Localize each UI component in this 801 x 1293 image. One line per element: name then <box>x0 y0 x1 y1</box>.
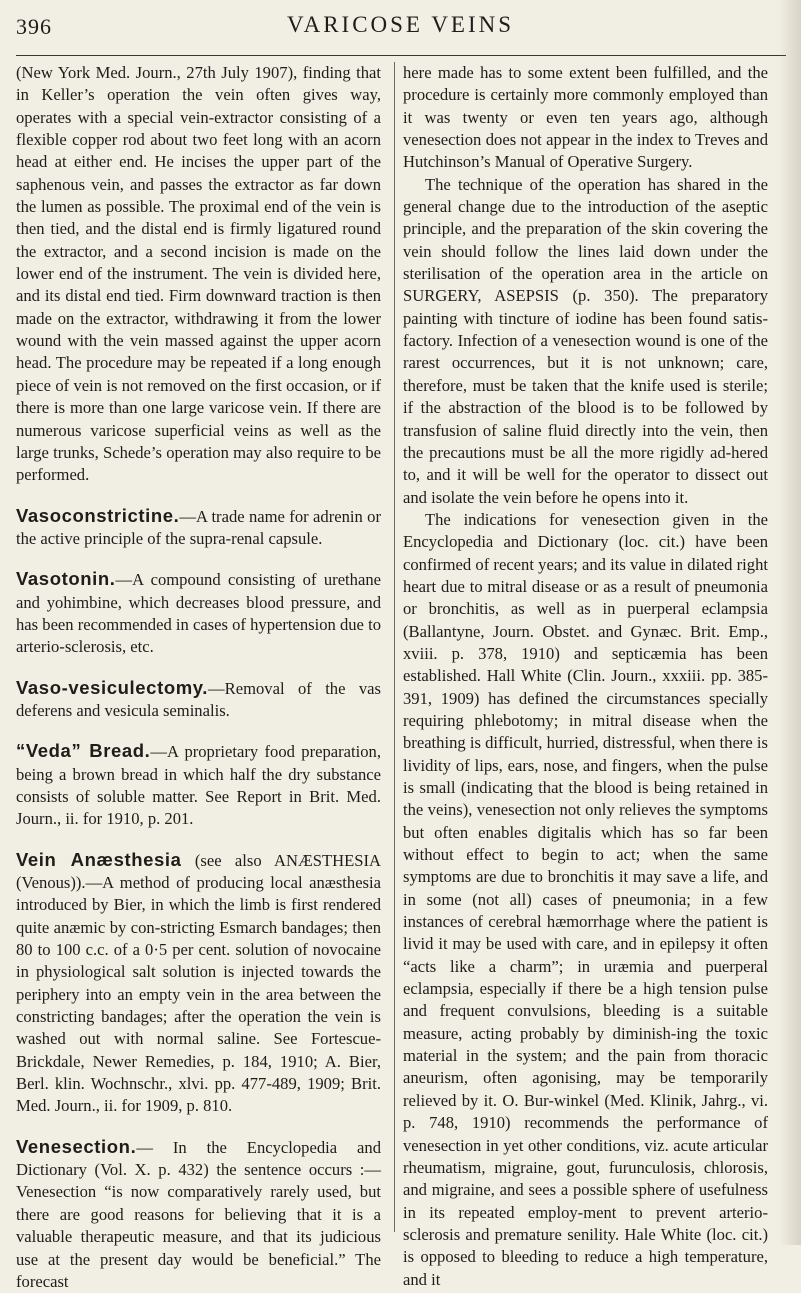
entry-text-vaso-vesiculectomy: —Removal of the vas deferens and vesicula seminalis. <box>16 678 381 720</box>
entry-veda-bread <box>16 740 381 830</box>
entry-text-veda-bread: —A proprietary food preparation, being a brown bread in which half the dry substance consists of soluble matter. See Report in Brit. Med. Journ., ii. for 1910, p. 201. <box>16 742 381 829</box>
left-column <box>16 62 381 1293</box>
entry-text-venesection: — In the Encyclopedia and Dictionary (Vol. X. p. 432) the sentence occurs :—Venesection “is now comparatively rarely used, but there are good reasons for believing that it is a valuable therapeutic measure, and that its judicious use at the present day would be beneficial.” The forecast <box>16 1137 381 1291</box>
right-column <box>403 62 768 1291</box>
entry-vein-anaesthesia <box>16 849 381 1118</box>
entry-vasotonin <box>16 568 381 658</box>
header-rule <box>16 55 786 56</box>
paragraph-venesection-continued: here made has to some extent been fulfilled, and the procedure is certainly more commonly employed than it was twenty or even ten years ago, although venesection does not appear in the index to Treves and Hutchinson’s Manual of Operative Surgery. <box>403 63 768 172</box>
paragraph-indications: The indications for venesection given in the Encyclopedia and Dictionary (loc. cit.) have been confirmed of recent years; and its value in dilated right heart due to mitral disease or as a result of pneumonia or bronchitis, as well as in puerperal eclampsia (Ballantyne, Journ. Obstet. and Gynæc. Brit. Emp., xviii. p. 378, 1910) and septicæmia has been established. Hall White (Clin. Journ., xxxiii. pp. 385-391, 1909) has defined the circumstances specially requiring phlebotomy; in mitral disease when the breathing is difficult, hurried, distressful, when there is lividity of lips, ears, nose, and fingers, when the pulse is small (indicating that the blood is being retained in the veins), venesection not only relieves the symptoms but often enables digitalis which has so far been without effect to begin to act; when the same symptoms are due to bronchitis it may save a life, and in some (not all) cases of pneumonia; in a few instances of cerebral hæmorrhage where the patient is livid it may be used with care, and in epilepsy it often “acts like a charm”; in uræmia and puerperal eclampsia, especially if there be a high tension pulse and frequent convulsions, bleeding is a suitable measure, acting probably by diminish-ing the toxic material in the system; and the pain from thoracic aneurism, often agonising, may be temporarily relieved by it. O. Bur-winkel (Med. Klinik, Jahrg., vi. p. 748, 1910) recommends the performance of venesection in yet other conditions, viz. acute articular rheumatism, migraine, gout, furunculosis, chlorosis, and migraine, and sees a possible sphere of usefulness in its repeated employ-ment to prevent arterio-sclerosis and premature senility. Hale White (loc. cit.) is opposed to bleeding to reduce a high temperature, and it <box>403 509 768 1289</box>
entry-vaso-vesiculectomy <box>16 677 381 723</box>
headword-venesection: Venesection. <box>16 1135 137 1157</box>
headword-veda-bread: “Veda” Bread. <box>16 740 151 762</box>
running-head: VARICOSE VEINS <box>286 12 515 37</box>
paragraph-keller-operation: (New York Med. Journ., 27th July 1907), finding that in Keller’s operation the vein often gives way, operates with a special vein-extractor consisting of a flexible copper rod about two feet long with an acorn head at either end. He incises the upper part of the saphenous vein, and passes the extractor as far down the lumen as possible. The proximal end of the vein is then tied, and the distal end is firmly ligatured round the extractor, and a second incision is made on the lower end of the instrument. The vein is divided here, and its distal end tied. Firm downward traction is then made on the extractor, withdrawing it from the lower wound with the vein massed against the upper acorn head. The procedure may be repeated if a long enough piece of vein is not removed on the first occasion, or if there is more than one large varicose vein. If there are numerous varicose superficial veins as well as the large trunks, Schede’s operation may also require to be performed. <box>16 63 381 485</box>
entry-text-vein-anaesthesia: (see also ANÆSTHESIA (Venous)).—A method of producing local anæsthesia introduced by Bier, in which the limb is first rendered quite anæmic by con-stricting Esmarch bandages; then 80 to 100 c.c. of a 0·5 per cent. solution of novocaine in physiological salt solution is injected towards the periphery into an empty vein in the area between the constricting bandages; after the operation the vein is washed out with normal saline. See Fortescue-Brickdale, Newer Remedies, p. 184, 1910; A. Bier, Berl. klin. Wochnschr., xlvi. pp. 477-489, 1909; Brit. Med. Journ., ii. for 1909, p. 810. <box>16 850 381 1116</box>
entry-text-vasotonin: —A compound consisting of urethane and yohimbine, which decreases blood pressure, and has been recommended in cases of hypertension due to arterio-sclerosis, etc. <box>16 570 381 657</box>
headword-vaso-vesiculectomy: Vaso-vesiculectomy. <box>16 676 209 698</box>
page-number: 396 <box>16 14 52 39</box>
page-edge-shadow <box>779 0 801 1245</box>
entry-venesection <box>16 1136 381 1293</box>
column-divider <box>394 62 395 1232</box>
headword-vasotonin: Vasotonin. <box>16 568 116 590</box>
entry-text-vasoconstrictine: —A trade name for adrenin or the active principle of the supra-renal capsule. <box>16 506 381 548</box>
entry-vasoconstrictine <box>16 505 381 551</box>
headword-vasoconstrictine: Vasoconstrictine. <box>16 504 180 526</box>
paragraph-technique: The technique of the operation has shared in the general change due to the introduction of the aseptic principle, and the preparation of the skin covering the vein should follow the lines laid down under the sterilisation of the operation area in the article on SURGERY, ASEPSIS (p. 350). The preparatory painting with tincture of iodine has been found satis-factory. Infection of a venesection wound is one of the rarest occurrences, but it is not unknown; care, therefore, must be taken that the knife used is sterile; if the abstraction of the blood is to be followed by transfusion of saline fluid directly into the vein, then the precautions must be all the more rigidly ad-hered to, and it will be well for the operator to dissect out and isolate the vein before he opens into it. <box>403 174 768 507</box>
headword-vein-anaesthesia: Vein Anæsthesia <box>16 848 182 870</box>
